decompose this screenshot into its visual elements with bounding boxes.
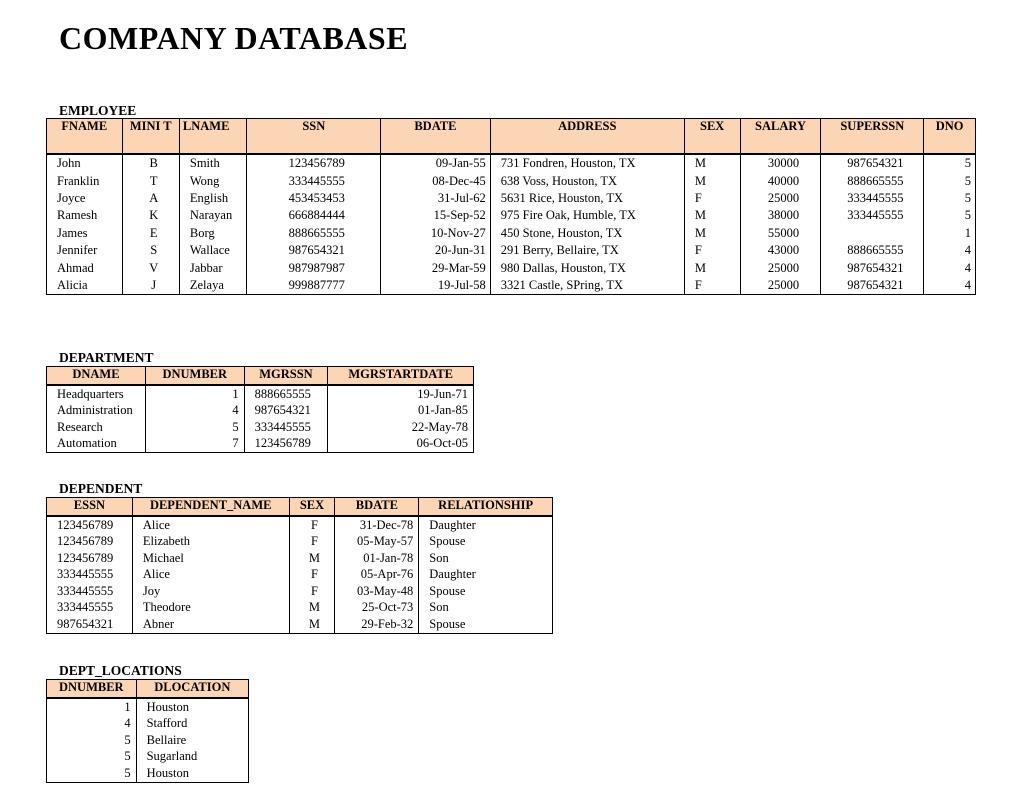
table-cell: Alicia <box>47 277 123 295</box>
table-cell: 1 <box>47 698 137 716</box>
column-header: DNO <box>924 119 976 155</box>
table-row <box>47 732 249 749</box>
table-row <box>47 567 553 584</box>
column-header: MGRSTARTDATE <box>328 367 474 386</box>
table-cell: J <box>122 277 179 295</box>
table-cell: Zelaya <box>179 277 247 295</box>
dependent-rows <box>47 516 553 633</box>
table-cell: 30000 <box>740 154 821 172</box>
table-row <box>47 403 474 420</box>
table-cell: Administration <box>47 403 146 420</box>
table-row <box>47 534 553 551</box>
table-cell: John <box>47 154 123 172</box>
table-cell: Jennifer <box>47 242 123 259</box>
table-cell: Daughter <box>419 567 553 584</box>
table-cell: 333445555 <box>244 419 328 436</box>
dept-locations-rows <box>47 698 249 782</box>
table-cell: Spouse <box>419 616 553 633</box>
table-cell: 4 <box>145 403 244 420</box>
table-cell: 987654321 <box>47 616 133 633</box>
table-cell: 31-Dec-78 <box>335 516 419 534</box>
table-cell: Ahmad <box>47 259 123 276</box>
table-row <box>47 277 976 295</box>
table-cell: English <box>179 190 247 207</box>
table-row <box>47 765 249 782</box>
table-cell: 4 <box>924 277 976 295</box>
table-cell: Joy <box>132 583 289 600</box>
table-cell: Wong <box>179 172 247 189</box>
table-cell: B <box>122 154 179 172</box>
table-cell: M <box>684 259 740 276</box>
table-cell: Ramesh <box>47 207 123 224</box>
table-cell: 25000 <box>740 190 821 207</box>
table-cell: 333445555 <box>821 207 924 224</box>
table-cell: 123456789 <box>47 516 133 534</box>
column-header: MGRSSN <box>244 367 328 386</box>
employee-header-row <box>47 119 976 155</box>
table-cell: 55000 <box>740 225 821 242</box>
table-cell: 19-Jul-58 <box>381 277 491 295</box>
table-row <box>47 616 553 633</box>
table-cell: 987654321 <box>821 277 924 295</box>
column-header: FNAME <box>47 119 123 155</box>
table-cell: Son <box>419 550 553 567</box>
table-cell: 1 <box>924 225 976 242</box>
table-cell: 123456789 <box>47 550 133 567</box>
table-cell: F <box>289 567 335 584</box>
table-cell: Abner <box>132 616 289 633</box>
table-cell: Houston <box>136 698 248 716</box>
table-cell: M <box>289 550 335 567</box>
table-cell: James <box>47 225 123 242</box>
table-cell: 25-Oct-73 <box>335 600 419 617</box>
table-cell: 38000 <box>740 207 821 224</box>
table-cell: 5 <box>145 419 244 436</box>
table-row <box>47 516 553 534</box>
column-header: ESSN <box>47 498 133 517</box>
table-cell: 731 Fondren, Houston, TX <box>490 154 684 172</box>
table-cell: Theodore <box>132 600 289 617</box>
table-cell: Borg <box>179 225 247 242</box>
table-cell: 3321 Castle, SPring, TX <box>490 277 684 295</box>
table-row <box>47 698 249 716</box>
table-cell: 22-May-78 <box>328 419 474 436</box>
table-cell: Houston <box>136 765 248 782</box>
dependent-table <box>46 497 553 634</box>
table-cell: 888665555 <box>247 225 381 242</box>
table-row <box>47 207 976 224</box>
table-cell: Automation <box>47 436 146 453</box>
table-row <box>47 583 553 600</box>
table-cell: 5631 Rice, Houston, TX <box>490 190 684 207</box>
column-header: BDATE <box>381 119 491 155</box>
column-header: ADDRESS <box>490 119 684 155</box>
table-cell: M <box>684 172 740 189</box>
table-cell: 08-Dec-45 <box>381 172 491 189</box>
table-cell: 7 <box>145 436 244 453</box>
table-row <box>47 242 976 259</box>
table-cell: 06-Oct-05 <box>328 436 474 453</box>
column-header: DEPENDENT_NAME <box>132 498 289 517</box>
department-table-label: DEPARTMENT <box>59 350 154 365</box>
table-cell: 5 <box>924 190 976 207</box>
table-cell: Research <box>47 419 146 436</box>
column-header: SALARY <box>740 119 821 155</box>
table-row <box>47 385 474 403</box>
table-cell: 291 Berry, Bellaire, TX <box>490 242 684 259</box>
column-header: BDATE <box>335 498 419 517</box>
table-cell: 987654321 <box>244 403 328 420</box>
table-cell: Alice <box>132 567 289 584</box>
dependent-table-label: DEPENDENT <box>59 481 143 496</box>
table-cell: 43000 <box>740 242 821 259</box>
table-cell: F <box>289 516 335 534</box>
table-cell: 123456789 <box>47 534 133 551</box>
table-cell: 987654321 <box>247 242 381 259</box>
table-cell: T <box>122 172 179 189</box>
table-cell: Franklin <box>47 172 123 189</box>
table-cell: Sugarland <box>136 749 248 766</box>
table-row <box>47 419 474 436</box>
table-cell: S <box>122 242 179 259</box>
table-cell: 4 <box>924 259 976 276</box>
department-rows <box>47 385 474 453</box>
table-cell: 05-Apr-76 <box>335 567 419 584</box>
table-cell <box>821 225 924 242</box>
column-header: DNUMBER <box>47 680 137 699</box>
table-row <box>47 436 474 453</box>
table-cell: F <box>289 534 335 551</box>
table-cell: A <box>122 190 179 207</box>
table-cell: 5 <box>924 154 976 172</box>
employee-table-label: EMPLOYEE <box>59 103 137 118</box>
table-row <box>47 259 976 276</box>
column-header: SSN <box>247 119 381 155</box>
table-cell: F <box>684 190 740 207</box>
table-cell: 450 Stone, Houston, TX <box>490 225 684 242</box>
table-cell: Bellaire <box>136 732 248 749</box>
employee-rows <box>47 154 976 295</box>
table-cell: 987654321 <box>821 259 924 276</box>
table-row <box>47 154 976 172</box>
table-cell: 5 <box>47 732 137 749</box>
table-row <box>47 172 976 189</box>
column-header: LNAME <box>179 119 247 155</box>
table-cell: 5 <box>924 172 976 189</box>
dept-locations-table-label: DEPT_LOCATIONS <box>59 663 182 678</box>
employee-table <box>46 118 976 295</box>
table-cell: F <box>289 583 335 600</box>
table-cell: 987654321 <box>821 154 924 172</box>
table-cell: Smith <box>179 154 247 172</box>
table-cell: M <box>684 225 740 242</box>
table-cell: Joyce <box>47 190 123 207</box>
table-cell: Narayan <box>179 207 247 224</box>
table-cell: M <box>289 616 335 633</box>
table-row <box>47 550 553 567</box>
table-cell: Spouse <box>419 583 553 600</box>
column-header: SEX <box>684 119 740 155</box>
table-cell: 03-May-48 <box>335 583 419 600</box>
table-cell: 888665555 <box>821 172 924 189</box>
table-cell: 01-Jan-78 <box>335 550 419 567</box>
column-header: SUPERSSN <box>821 119 924 155</box>
table-cell: 999887777 <box>247 277 381 295</box>
table-cell: 1 <box>145 385 244 403</box>
table-cell: 888665555 <box>244 385 328 403</box>
table-cell: 666884444 <box>247 207 381 224</box>
table-cell: Wallace <box>179 242 247 259</box>
table-cell: Jabbar <box>179 259 247 276</box>
table-cell: M <box>684 154 740 172</box>
table-cell: Stafford <box>136 716 248 733</box>
table-row <box>47 600 553 617</box>
department-header-row <box>47 367 474 386</box>
table-row <box>47 225 976 242</box>
table-cell: Michael <box>132 550 289 567</box>
table-cell: 975 Fire Oak, Humble, TX <box>490 207 684 224</box>
dept-locations-table <box>46 679 249 783</box>
table-cell: Son <box>419 600 553 617</box>
table-cell: M <box>684 207 740 224</box>
column-header: SEX <box>289 498 335 517</box>
dependent-header-row <box>47 498 553 517</box>
table-cell: 333445555 <box>47 567 133 584</box>
table-cell: 123456789 <box>244 436 328 453</box>
table-cell: F <box>684 277 740 295</box>
table-cell: 29-Feb-32 <box>335 616 419 633</box>
table-cell: 453453453 <box>247 190 381 207</box>
table-cell: 05-May-57 <box>335 534 419 551</box>
table-cell: Alice <box>132 516 289 534</box>
table-cell: 987987987 <box>247 259 381 276</box>
dept-locations-header-row <box>47 680 249 699</box>
table-cell: 15-Sep-52 <box>381 207 491 224</box>
table-cell: 5 <box>47 749 137 766</box>
page-title: COMPANY DATABASE <box>59 20 409 56</box>
table-cell: 4 <box>47 716 137 733</box>
column-header: DNUMBER <box>145 367 244 386</box>
table-cell: 333445555 <box>47 600 133 617</box>
table-cell: 01-Jan-85 <box>328 403 474 420</box>
table-cell: 40000 <box>740 172 821 189</box>
table-cell: 25000 <box>740 277 821 295</box>
column-header: DLOCATION <box>136 680 248 699</box>
table-cell: 980 Dallas, Houston, TX <box>490 259 684 276</box>
table-cell: Spouse <box>419 534 553 551</box>
table-cell: 638 Voss, Houston, TX <box>490 172 684 189</box>
table-cell: 333445555 <box>821 190 924 207</box>
table-cell: 333445555 <box>47 583 133 600</box>
table-cell: M <box>289 600 335 617</box>
table-cell: Headquarters <box>47 385 146 403</box>
table-cell: 09-Jan-55 <box>381 154 491 172</box>
table-cell: 25000 <box>740 259 821 276</box>
table-cell: V <box>122 259 179 276</box>
table-row <box>47 190 976 207</box>
table-row <box>47 716 249 733</box>
table-cell: 5 <box>924 207 976 224</box>
table-cell: 20-Jun-31 <box>381 242 491 259</box>
table-cell: Elizabeth <box>132 534 289 551</box>
table-cell: E <box>122 225 179 242</box>
table-cell: 333445555 <box>247 172 381 189</box>
table-cell: 31-Jul-62 <box>381 190 491 207</box>
column-header: RELATIONSHIP <box>419 498 553 517</box>
table-cell: K <box>122 207 179 224</box>
table-cell: 4 <box>924 242 976 259</box>
table-row <box>47 749 249 766</box>
table-cell: 19-Jun-71 <box>328 385 474 403</box>
table-cell: Daughter <box>419 516 553 534</box>
table-cell: 5 <box>47 765 137 782</box>
column-header: MINI T <box>122 119 179 155</box>
table-cell: 888665555 <box>821 242 924 259</box>
table-cell: 29-Mar-59 <box>381 259 491 276</box>
table-cell: F <box>684 242 740 259</box>
department-table <box>46 366 474 453</box>
table-cell: 10-Nov-27 <box>381 225 491 242</box>
column-header: DNAME <box>47 367 146 386</box>
table-cell: 123456789 <box>247 154 381 172</box>
